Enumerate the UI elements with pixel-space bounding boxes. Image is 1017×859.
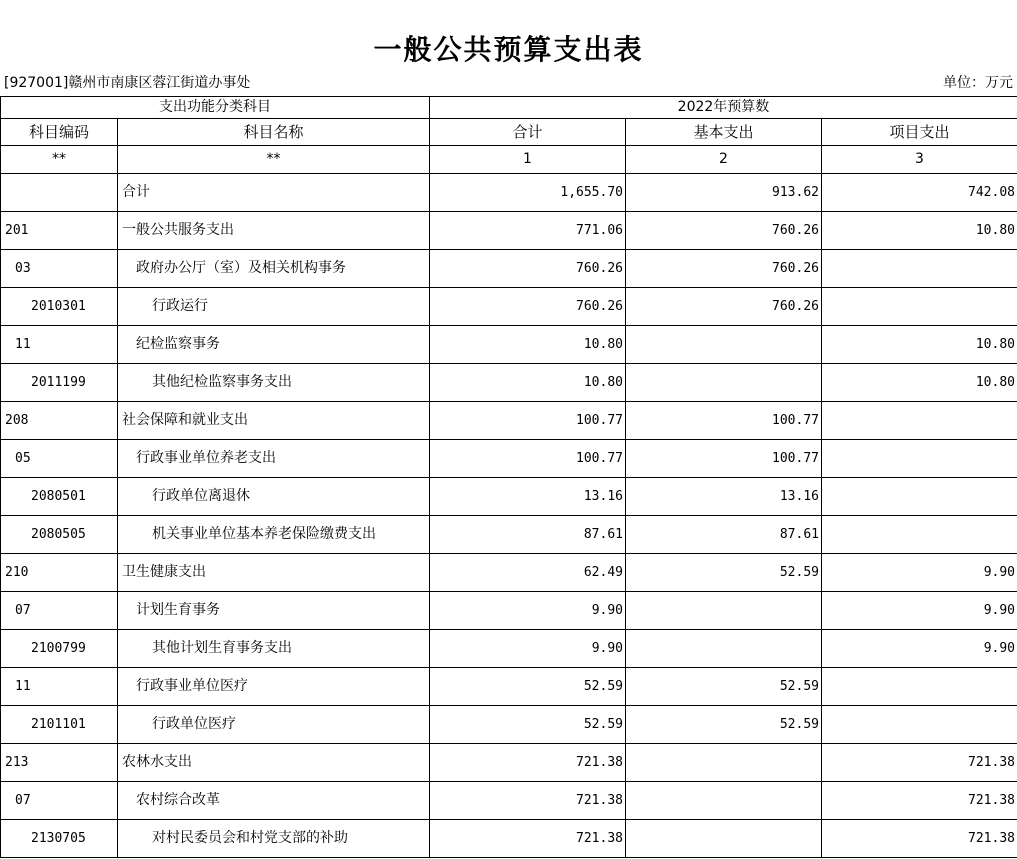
cell-code: 2010301 [1, 288, 118, 326]
table-row [1, 744, 1017, 782]
cell-code [1, 174, 118, 212]
cell-name: 纪检监察事务 [118, 326, 430, 364]
cell-basic: 760.26 [626, 288, 822, 326]
cell-total: 52.59 [430, 706, 626, 744]
header-name: 科目名称 [118, 119, 430, 146]
cell-project [822, 402, 1017, 440]
cell-total: 760.26 [430, 288, 626, 326]
table-row [1, 478, 1017, 516]
cell-total: 9.90 [430, 630, 626, 668]
cell-basic: 913.62 [626, 174, 822, 212]
cell-project: 9.90 [822, 554, 1017, 592]
table-row [1, 706, 1017, 744]
cell-total: 62.49 [430, 554, 626, 592]
cell-name: 合计 [118, 174, 430, 212]
cell-total: 10.80 [430, 326, 626, 364]
index-code: ** [1, 146, 118, 174]
table-row [1, 554, 1017, 592]
table-row [1, 440, 1017, 478]
cell-total: 721.38 [430, 782, 626, 820]
cell-name: 行政事业单位养老支出 [118, 440, 430, 478]
cell-code: 2080501 [1, 478, 118, 516]
cell-code: 213 [1, 744, 118, 782]
cell-name: 行政单位离退休 [118, 478, 430, 516]
cell-total: 100.77 [430, 440, 626, 478]
cell-basic: 760.26 [626, 212, 822, 250]
cell-basic: 87.61 [626, 516, 822, 554]
table-row [1, 592, 1017, 630]
index-name: ** [118, 146, 430, 174]
cell-code: 11 [1, 668, 118, 706]
cell-name: 行政事业单位医疗 [118, 668, 430, 706]
cell-name: 其他计划生育事务支出 [118, 630, 430, 668]
cell-basic [626, 630, 822, 668]
cell-total: 771.06 [430, 212, 626, 250]
cell-total: 9.90 [430, 592, 626, 630]
cell-total: 10.80 [430, 364, 626, 402]
cell-code: 07 [1, 592, 118, 630]
unit-label: 单位：万元 [943, 75, 1013, 91]
header-total: 合计 [430, 119, 626, 146]
table-row [1, 212, 1017, 250]
cell-code: 05 [1, 440, 118, 478]
header-project: 项目支出 [822, 119, 1017, 146]
cell-project: 721.38 [822, 744, 1017, 782]
cell-basic: 13.16 [626, 478, 822, 516]
table-row [1, 782, 1017, 820]
cell-project: 742.08 [822, 174, 1017, 212]
table-row [1, 402, 1017, 440]
table-body [1, 174, 1017, 858]
cell-project [822, 478, 1017, 516]
table-row [1, 364, 1017, 402]
cell-project [822, 440, 1017, 478]
header-code: 科目编码 [1, 119, 118, 146]
cell-basic: 760.26 [626, 250, 822, 288]
cell-basic [626, 820, 822, 858]
cell-total: 13.16 [430, 478, 626, 516]
cell-name: 计划生育事务 [118, 592, 430, 630]
table-row [1, 668, 1017, 706]
cell-basic: 52.59 [626, 668, 822, 706]
cell-name: 一般公共服务支出 [118, 212, 430, 250]
cell-project: 10.80 [822, 326, 1017, 364]
cell-code: 2130705 [1, 820, 118, 858]
header-basic: 基本支出 [626, 119, 822, 146]
cell-name: 政府办公厅（室）及相关机构事务 [118, 250, 430, 288]
cell-basic [626, 326, 822, 364]
cell-basic: 52.59 [626, 554, 822, 592]
cell-project: 10.80 [822, 212, 1017, 250]
cell-total: 760.26 [430, 250, 626, 288]
cell-basic: 52.59 [626, 706, 822, 744]
cell-basic [626, 744, 822, 782]
cell-code: 210 [1, 554, 118, 592]
cell-total: 1,655.70 [430, 174, 626, 212]
budget-table [0, 96, 1017, 858]
cell-project: 721.38 [822, 782, 1017, 820]
cell-code: 2100799 [1, 630, 118, 668]
cell-basic [626, 364, 822, 402]
index-basic: 2 [626, 146, 822, 174]
page-title: 一般公共预算支出表 [373, 33, 644, 66]
cell-project: 10.80 [822, 364, 1017, 402]
table-row [1, 630, 1017, 668]
cell-name: 卫生健康支出 [118, 554, 430, 592]
table-row [1, 174, 1017, 212]
cell-code: 2080505 [1, 516, 118, 554]
cell-code: 201 [1, 212, 118, 250]
cell-name: 行政单位医疗 [118, 706, 430, 744]
cell-total: 52.59 [430, 668, 626, 706]
cell-project [822, 706, 1017, 744]
cell-name: 对村民委员会和村党支部的补助 [118, 820, 430, 858]
header-budget-group: 2022年预算数 [430, 97, 1017, 119]
cell-code: 11 [1, 326, 118, 364]
table-row [1, 250, 1017, 288]
cell-project [822, 516, 1017, 554]
cell-basic: 100.77 [626, 440, 822, 478]
cell-project [822, 668, 1017, 706]
cell-code: 07 [1, 782, 118, 820]
cell-project [822, 288, 1017, 326]
cell-total: 721.38 [430, 820, 626, 858]
cell-basic [626, 782, 822, 820]
cell-name: 农林水支出 [118, 744, 430, 782]
cell-name: 其他纪检监察事务支出 [118, 364, 430, 402]
unit-organization: [927001]赣州市南康区蓉江街道办事处 [4, 75, 251, 91]
index-total: 1 [430, 146, 626, 174]
cell-total: 721.38 [430, 744, 626, 782]
cell-name: 农村综合改革 [118, 782, 430, 820]
cell-name: 行政运行 [118, 288, 430, 326]
cell-total: 100.77 [430, 402, 626, 440]
table-row [1, 288, 1017, 326]
cell-code: 03 [1, 250, 118, 288]
cell-name: 机关事业单位基本养老保险缴费支出 [118, 516, 430, 554]
cell-basic [626, 592, 822, 630]
cell-code: 208 [1, 402, 118, 440]
header-func-group: 支出功能分类科目 [1, 97, 430, 119]
cell-name: 社会保障和就业支出 [118, 402, 430, 440]
index-project: 3 [822, 146, 1017, 174]
cell-project [822, 250, 1017, 288]
cell-basic: 100.77 [626, 402, 822, 440]
cell-project: 721.38 [822, 820, 1017, 858]
cell-code: 2011199 [1, 364, 118, 402]
table-row [1, 516, 1017, 554]
table-row [1, 326, 1017, 364]
cell-project: 9.90 [822, 592, 1017, 630]
cell-total: 87.61 [430, 516, 626, 554]
cell-code: 2101101 [1, 706, 118, 744]
table-row [1, 820, 1017, 858]
cell-project: 9.90 [822, 630, 1017, 668]
